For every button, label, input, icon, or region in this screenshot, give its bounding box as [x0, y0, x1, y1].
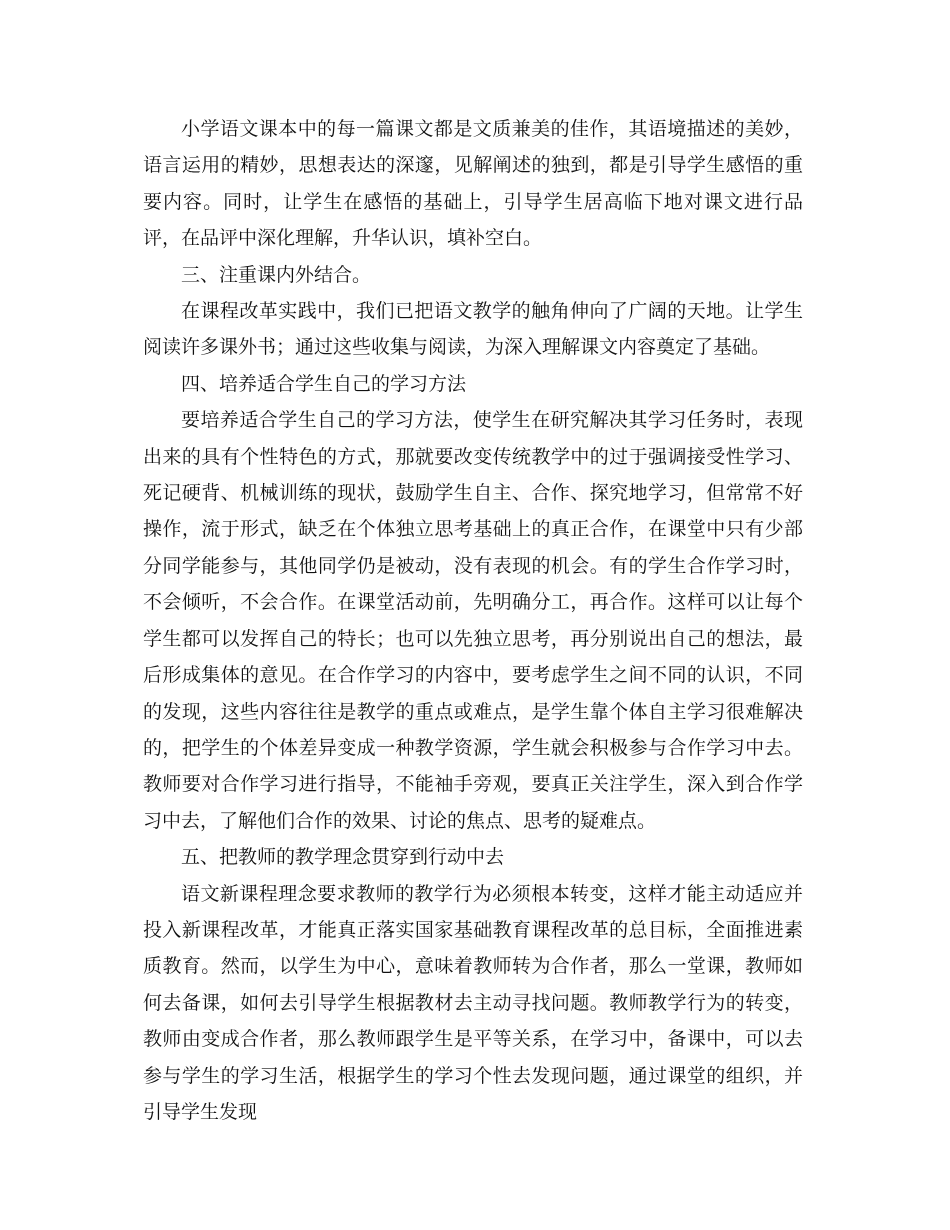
paragraph-intro: 小学语文课本中的每一篇课文都是文质兼美的佳作，其语境描述的美妙，语言运用的精妙，思想表达的深邃，见解阐述的独到，都是引导学生感悟的重要内容。同时，让学生在感悟的基础上，引导学生居高临下地对课文进行品评，在品评中深化理解，升华认识，填补空白。: [143, 118, 803, 250]
paragraph-section-4: 要培养适合学生自己的学习方法，使学生在研究解决其学习任务时，表现出来的具有个性特色的方式，那就要改变传统教学中的过于强调接受性学习、死记硬背、机械训练的现状，鼓励学生自主、合作、探究地学习，但常常不好操作，流于形式，缺乏在个体独立思考基础上的真正合作，在课堂中只有少部分同学能参与，其他同学仍是被动，没有表现的机会。有的学生合作学习时，不会倾听，不会合作。在课堂活动前，先明确分工，再合作。这样可以让每个学生都可以发挥自己的特长；也可以先独立思考，再分别说出自己的想法，最后形成集体的意见。在合作学习的内容中，要考虑学生之间不同的认识，不同的发现，这些内容往往是教学的重点或难点，是学生靠个体自主学习很难解决的，把学生的个体差异变成一种教学资源，学生就会积极参与合作学习中去。教师要对合作学习进行指导，不能袖手旁观，要真正关注学生，深入到合作学习中去，了解他们合作的效果、讨论的焦点、思考的疑难点。: [143, 409, 803, 832]
document-body: [143, 111, 803, 1130]
heading-section-3: 三、注重课内外结合。: [181, 263, 372, 286]
paragraph-section-5: 语文新课程理念要求教师的教学行为必须根本转变，这样才能主动适应并投入新课程改革，才能真正落实国家基础教育课程改革的总目标，全面推进素质教育。然而，以学生为中心，意味着教师转为合作者，那么一堂课，教师如何去备课，如何去引导学生根据教材去主动寻找问题。教师教学行为的转变，教师由变成合作者，那么教师跟学生是平等关系，在学习中，备课中，可以去参与学生的学习生活，根据学生的学习个性去发现问题，通过课堂的组织，并引导学生发现: [143, 882, 803, 1123]
heading-section-4: 四、培养适合学生自己的学习方法: [181, 372, 467, 395]
heading-section-5: 五、把教师的教学理念贯穿到行动中去: [181, 846, 505, 869]
paragraph-section-3: 在课程改革实践中，我们已把语文教学的触角伸向了广阔的天地。让学生阅读许多课外书；通过这些收集与阅读，为深入理解课文内容奠定了基础。: [143, 300, 803, 359]
